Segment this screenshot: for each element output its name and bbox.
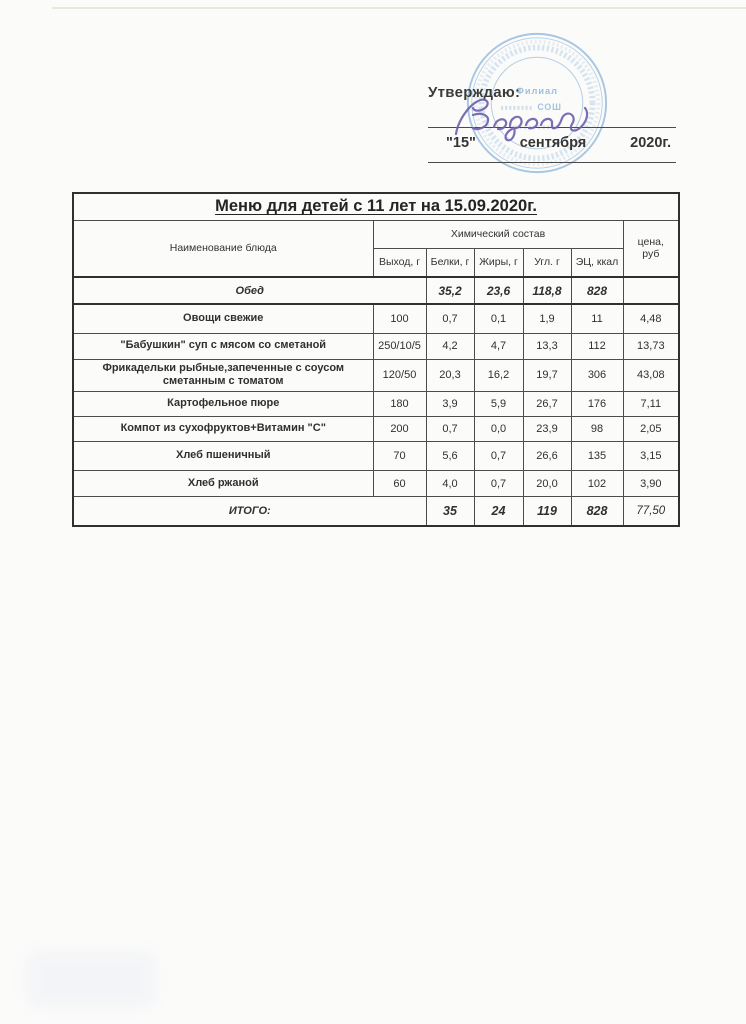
section-carbs: 118,8 [523, 277, 571, 304]
dish-fat: 0,7 [474, 471, 523, 497]
total-row [73, 497, 679, 526]
table-row [73, 392, 679, 417]
dish-name: Хлеб ржаной [73, 471, 373, 497]
dish-kcal: 135 [571, 442, 623, 471]
scan-page-edge [52, 7, 746, 9]
dish-carbs: 23,9 [523, 417, 571, 442]
total-carbs: 119 [523, 497, 571, 526]
dish-output: 60 [373, 471, 426, 497]
dish-name: Картофельное пюре [73, 392, 373, 417]
col-header-fat: Жиры, г [474, 248, 523, 277]
dish-price: 13,73 [623, 333, 679, 359]
table-row [73, 333, 679, 359]
approval-year: 2020г. [630, 135, 671, 151]
dish-price: 4,48 [623, 304, 679, 333]
total-price: 77,50 [623, 497, 679, 526]
dish-carbs: 26,6 [523, 442, 571, 471]
approve-label: Утверждаю: [428, 84, 521, 101]
dish-output: 180 [373, 392, 426, 417]
dish-carbs: 19,7 [523, 359, 571, 392]
section-price-empty [623, 277, 679, 304]
dish-name: Хлеб пшеничный [73, 442, 373, 471]
dish-carbs: 20,0 [523, 471, 571, 497]
dish-fat: 0,0 [474, 417, 523, 442]
table-title-row [73, 193, 679, 220]
total-label: ИТОГО: [73, 497, 426, 526]
dish-fat: 4,7 [474, 333, 523, 359]
col-header-protein: Белки, г [426, 248, 474, 277]
dish-price: 7,11 [623, 392, 679, 417]
dish-output: 100 [373, 304, 426, 333]
total-kcal: 828 [571, 497, 623, 526]
date-line [428, 162, 676, 163]
dish-carbs: 26,7 [523, 392, 571, 417]
dish-kcal: 102 [571, 471, 623, 497]
stamp-center-text-1: Филиал [516, 86, 558, 97]
dish-price: 3,15 [623, 442, 679, 471]
table-row [73, 359, 679, 392]
approval-month: сентября [519, 135, 587, 151]
dish-name: Компот из сухофруктов+Витамин "С" [73, 417, 373, 442]
section-name: Обед [73, 277, 426, 304]
col-header-dish: Наименование блюда [73, 220, 373, 277]
section-kcal: 828 [571, 277, 623, 304]
col-header-carbs: Угл. г [523, 248, 571, 277]
dish-output: 200 [373, 417, 426, 442]
dish-name: "Бабушкин" суп с мясом со сметаной [73, 333, 373, 359]
dish-price: 3,90 [623, 471, 679, 497]
section-protein: 35,2 [426, 277, 474, 304]
stamp-center-text-2: СОШ [537, 101, 562, 112]
dish-name: Фрикадельки рыбные,запеченные с соусом сметанным с томатом [73, 359, 373, 392]
dish-output: 250/10/5 [373, 333, 426, 359]
dish-fat: 0,1 [474, 304, 523, 333]
table-header-row-1 [73, 220, 679, 248]
menu-table [72, 192, 680, 527]
dish-kcal: 11 [571, 304, 623, 333]
dish-fat: 16,2 [474, 359, 523, 392]
table-row [73, 304, 679, 333]
dish-protein: 0,7 [426, 304, 474, 333]
approval-block [428, 84, 676, 174]
section-fat: 23,6 [474, 277, 523, 304]
table-row [73, 442, 679, 471]
section-row-lunch [73, 277, 679, 304]
dish-protein: 5,6 [426, 442, 474, 471]
dish-protein: 0,7 [426, 417, 474, 442]
dish-fat: 5,9 [474, 392, 523, 417]
signature-handwriting [448, 88, 600, 148]
dish-protein: 20,3 [426, 359, 474, 392]
dish-fat: 0,7 [474, 442, 523, 471]
col-header-output: Выход, г [373, 248, 426, 277]
dish-carbs: 1,9 [523, 304, 571, 333]
price-header-line1: цена, [637, 235, 664, 248]
dish-carbs: 13,3 [523, 333, 571, 359]
dish-output: 120/50 [373, 359, 426, 392]
dish-kcal: 306 [571, 359, 623, 392]
total-fat: 24 [474, 497, 523, 526]
dish-kcal: 98 [571, 417, 623, 442]
menu-title: Меню для детей с 11 лет на 15.09.2020г. [73, 193, 679, 220]
dish-price: 2,05 [623, 417, 679, 442]
dish-name: Овощи свежие [73, 304, 373, 333]
approval-day: "15" [446, 135, 476, 151]
col-header-kcal: ЭЦ, ккал [571, 248, 623, 277]
dish-output: 70 [373, 442, 426, 471]
dish-protein: 4,0 [426, 471, 474, 497]
dish-protein: 4,2 [426, 333, 474, 359]
col-header-chemical: Химический состав [373, 220, 623, 248]
scan-smudge [26, 950, 156, 1008]
col-header-price [623, 220, 679, 277]
dish-price: 43,08 [623, 359, 679, 392]
price-header-line2: руб [642, 248, 660, 261]
total-protein: 35 [426, 497, 474, 526]
dish-kcal: 176 [571, 392, 623, 417]
table-row [73, 417, 679, 442]
table-row [73, 471, 679, 497]
dish-protein: 3,9 [426, 392, 474, 417]
dish-kcal: 112 [571, 333, 623, 359]
